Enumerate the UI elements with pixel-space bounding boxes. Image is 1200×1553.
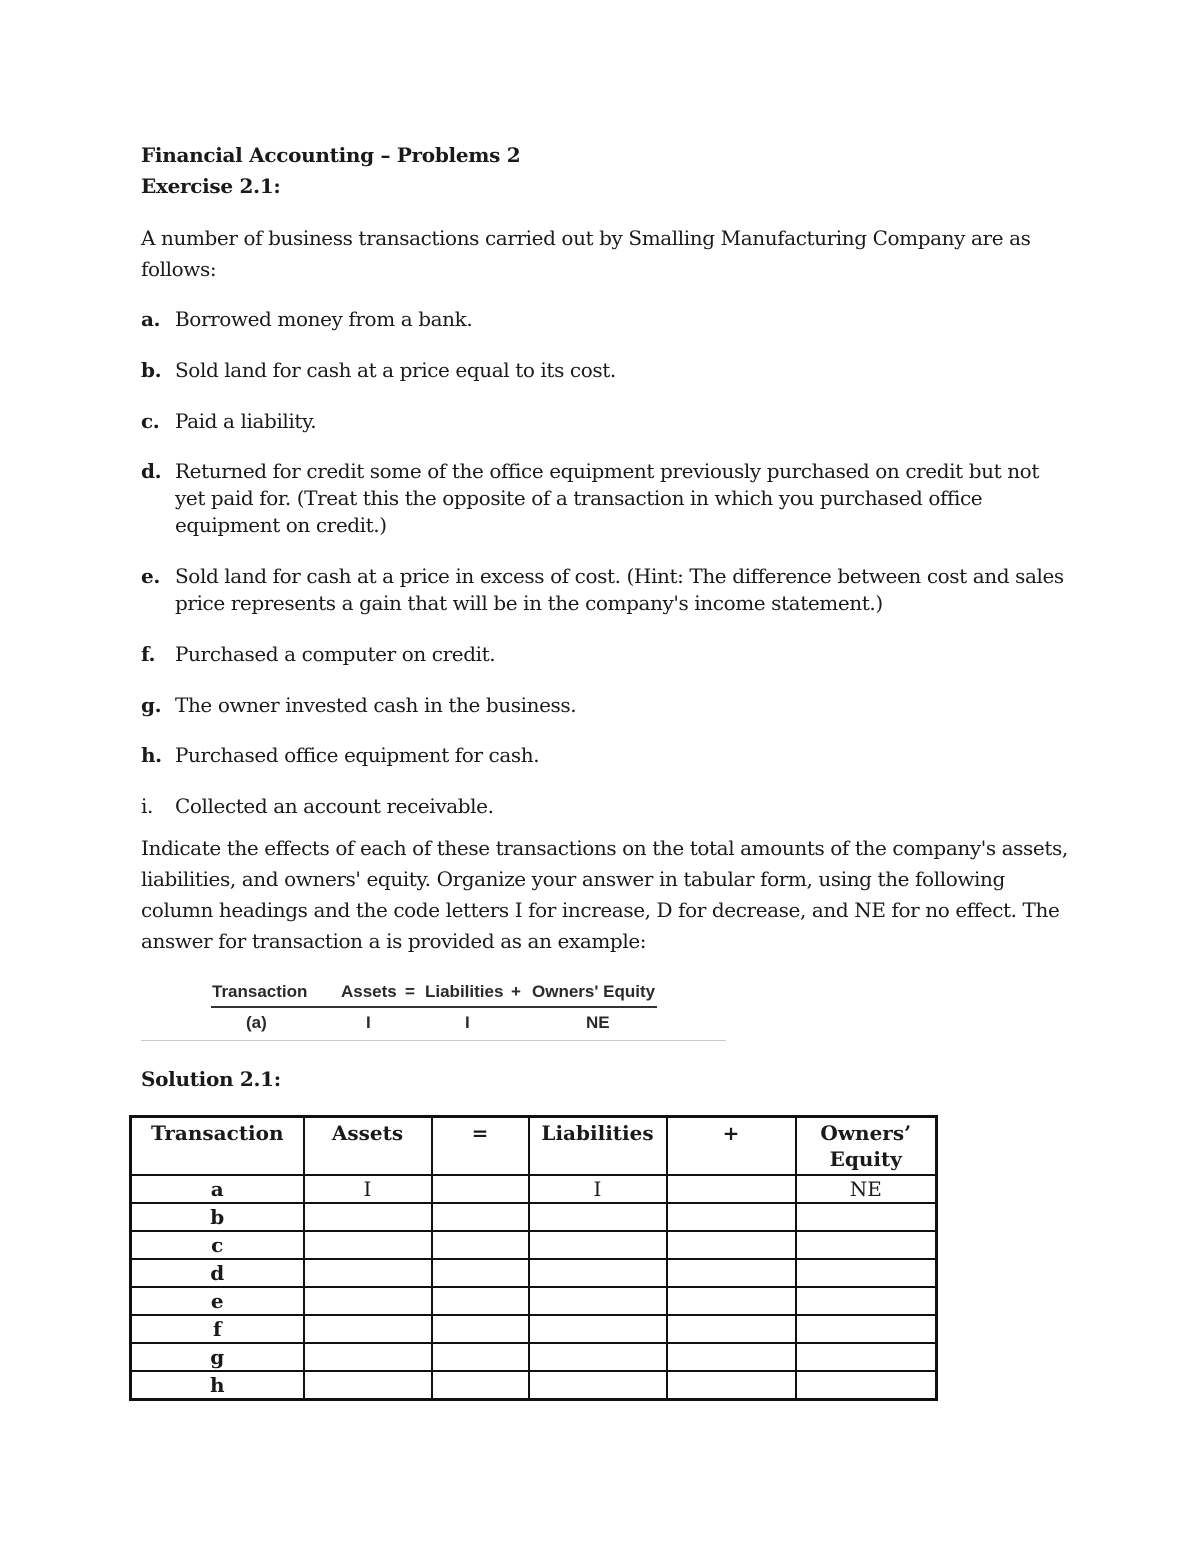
cell-assets[interactable] bbox=[304, 1231, 432, 1259]
cell-equity[interactable] bbox=[796, 1203, 937, 1231]
cell-assets[interactable] bbox=[304, 1287, 432, 1315]
cell-equity[interactable] bbox=[796, 1287, 937, 1315]
header-equals: = bbox=[432, 1117, 529, 1176]
header-owners-equity bbox=[796, 1117, 937, 1176]
cell-liabilities[interactable] bbox=[529, 1343, 667, 1371]
example-header-equity: Owners' Equity bbox=[532, 982, 656, 1001]
item-text: Purchased office equipment for cash. bbox=[175, 743, 540, 767]
item-letter: c. bbox=[141, 409, 160, 433]
item-letter: b. bbox=[141, 358, 162, 382]
item-text: Sold land for cash at a price equal to its cost. bbox=[175, 358, 616, 382]
item-text: The owner invested cash in the business. bbox=[175, 693, 577, 717]
item-text: Collected an account receivable. bbox=[175, 794, 494, 818]
cell-equity[interactable] bbox=[796, 1315, 937, 1343]
table-row bbox=[131, 1371, 937, 1400]
cell-equity[interactable]: NE bbox=[796, 1175, 937, 1203]
cell-transaction: g bbox=[131, 1343, 304, 1371]
item-text: Sold land for cash at a price in excess of cost. (Hint: The difference between cost and sales price represents a gain that will be in the company's income statement.) bbox=[175, 564, 1064, 615]
cell-plus bbox=[667, 1203, 796, 1231]
table-row bbox=[131, 1175, 937, 1203]
cell-equals bbox=[432, 1231, 529, 1259]
solution-table bbox=[129, 1115, 938, 1401]
header-transaction: Transaction bbox=[131, 1117, 304, 1176]
item-text: Returned for credit some of the office equipment previously purchased on credit but not yet paid for. (Treat this the opposite of a transaction in which you purchased office equipment on credit.) bbox=[175, 459, 1039, 537]
cell-transaction: a bbox=[131, 1175, 304, 1203]
header-equity-line2: Equity bbox=[829, 1147, 902, 1171]
example-table bbox=[141, 978, 726, 1042]
example-cell-transaction: (a) bbox=[246, 1013, 267, 1032]
table-row bbox=[131, 1203, 937, 1231]
item-letter: e. bbox=[141, 564, 160, 588]
cell-transaction: b bbox=[131, 1203, 304, 1231]
cell-plus bbox=[667, 1343, 796, 1371]
table-row bbox=[131, 1315, 937, 1343]
item-letter: g. bbox=[141, 693, 162, 717]
table-header-row bbox=[131, 1117, 937, 1176]
cell-liabilities[interactable] bbox=[529, 1315, 667, 1343]
item-letter: f. bbox=[141, 642, 156, 666]
cell-equals bbox=[432, 1343, 529, 1371]
table-row bbox=[131, 1343, 937, 1371]
cell-equals bbox=[432, 1203, 529, 1231]
cell-equity[interactable] bbox=[796, 1371, 937, 1400]
table-row bbox=[131, 1259, 937, 1287]
solution-heading: Solution 2.1: bbox=[141, 1067, 281, 1091]
cell-equity[interactable] bbox=[796, 1259, 937, 1287]
cell-equals bbox=[432, 1259, 529, 1287]
item-text: Paid a liability. bbox=[175, 409, 317, 433]
cell-plus bbox=[667, 1231, 796, 1259]
example-header-transaction: Transaction bbox=[212, 982, 308, 1001]
cell-liabilities[interactable] bbox=[529, 1287, 667, 1315]
document-title: Financial Accounting – Problems 2 bbox=[141, 143, 521, 167]
cell-plus bbox=[667, 1287, 796, 1315]
header-plus: + bbox=[667, 1117, 796, 1176]
item-text: Purchased a computer on credit. bbox=[175, 642, 496, 666]
example-cell-liabilities: I bbox=[465, 1013, 470, 1032]
cell-plus bbox=[667, 1371, 796, 1400]
cell-transaction: h bbox=[131, 1371, 304, 1400]
cell-liabilities[interactable] bbox=[529, 1231, 667, 1259]
example-header-rule bbox=[211, 1006, 657, 1008]
cell-equals bbox=[432, 1287, 529, 1315]
intro-paragraph: A number of business transactions carried out by Smalling Manufacturing Company are as follows: bbox=[141, 226, 1031, 281]
table-row bbox=[131, 1231, 937, 1259]
cell-equity[interactable] bbox=[796, 1231, 937, 1259]
header-assets: Assets bbox=[304, 1117, 432, 1176]
cell-liabilities[interactable] bbox=[529, 1259, 667, 1287]
example-bottom-rule bbox=[141, 1040, 726, 1041]
cell-assets[interactable] bbox=[304, 1371, 432, 1400]
cell-assets[interactable] bbox=[304, 1315, 432, 1343]
cell-equals bbox=[432, 1315, 529, 1343]
instructions-paragraph: Indicate the effects of each of these transactions on the total amounts of the company's assets, liabilities, and owners' equity. Organize your answer in tabular form, using the following column headings and the code letters I for increase, D for decrease, and NE for no effect. The answer for transaction a is provided as an example: bbox=[141, 836, 1068, 953]
header-liabilities: Liabilities bbox=[529, 1117, 667, 1176]
table-row bbox=[131, 1287, 937, 1315]
cell-plus bbox=[667, 1259, 796, 1287]
item-text: Borrowed money from a bank. bbox=[175, 307, 473, 331]
cell-assets[interactable]: I bbox=[304, 1175, 432, 1203]
cell-transaction: d bbox=[131, 1259, 304, 1287]
cell-liabilities[interactable] bbox=[529, 1371, 667, 1400]
cell-equals bbox=[432, 1371, 529, 1400]
cell-assets[interactable] bbox=[304, 1343, 432, 1371]
item-letter: h. bbox=[141, 743, 162, 767]
cell-assets[interactable] bbox=[304, 1203, 432, 1231]
example-cell-equity: NE bbox=[586, 1013, 610, 1032]
cell-equity[interactable] bbox=[796, 1343, 937, 1371]
cell-transaction: f bbox=[131, 1315, 304, 1343]
example-header-plus: + bbox=[511, 982, 521, 1001]
example-header-liabilities: Liabilities bbox=[425, 982, 504, 1001]
cell-plus bbox=[667, 1175, 796, 1203]
cell-plus bbox=[667, 1315, 796, 1343]
cell-assets[interactable] bbox=[304, 1259, 432, 1287]
example-header-equals: = bbox=[405, 982, 415, 1001]
cell-liabilities[interactable]: I bbox=[529, 1175, 667, 1203]
cell-transaction: c bbox=[131, 1231, 304, 1259]
cell-liabilities[interactable] bbox=[529, 1203, 667, 1231]
example-cell-assets: I bbox=[366, 1013, 371, 1032]
item-letter: i. bbox=[141, 794, 153, 818]
item-letter: d. bbox=[141, 459, 162, 483]
cell-transaction: e bbox=[131, 1287, 304, 1315]
item-letter: a. bbox=[141, 307, 161, 331]
exercise-heading: Exercise 2.1: bbox=[141, 174, 281, 198]
header-equity-line1: Owners’ bbox=[820, 1121, 912, 1145]
example-header-assets: Assets bbox=[341, 982, 397, 1001]
cell-equals bbox=[432, 1175, 529, 1203]
